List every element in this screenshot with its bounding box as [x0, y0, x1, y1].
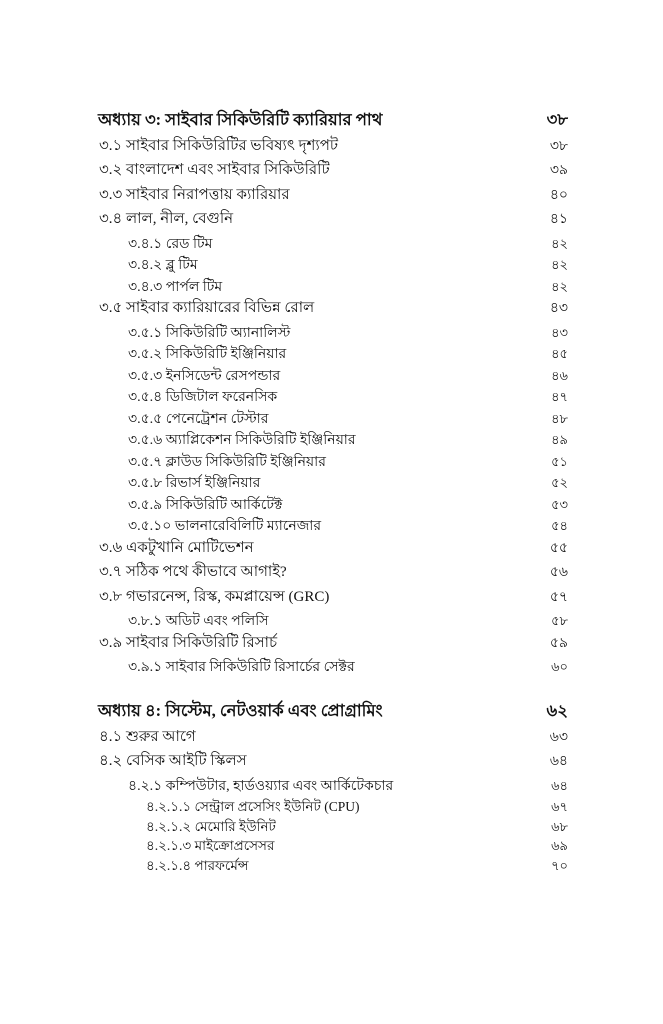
toc-entry-title: ৩.৫.৫ পেনেট্রেশন টেস্টার: [128, 411, 269, 427]
toc-page-number: ৫৯: [549, 635, 568, 651]
toc-page-number: ৪৭: [551, 389, 568, 404]
toc-entry-row[interactable]: [98, 433, 568, 448]
toc-entry-title: ৩.১ সাইবার সিকিউরিটির ভবিষ্যৎ দৃশ্যপট: [99, 137, 339, 154]
toc-page-number: ৫১: [551, 453, 568, 469]
toc-entry-title: ৩.৪.১ রেড টিম: [128, 236, 213, 252]
toc-entry-row[interactable]: [98, 390, 568, 405]
toc-page-number: ৬৭: [551, 799, 568, 814]
toc-page-number: ৩৮: [549, 138, 568, 154]
toc-page-number: ৬৪: [549, 754, 568, 769]
toc-page-number: ৬৮: [551, 818, 568, 834]
toc-entry-row[interactable]: [98, 541, 568, 556]
toc-entry-row[interactable]: [98, 412, 568, 427]
toc-entry-title: ৩.৫.৬ অ্যাপ্লিকেশন সিকিউরিটি ইঞ্জিনিয়ার: [128, 433, 356, 448]
toc-entry-row[interactable]: [98, 590, 568, 605]
toc-page-number: ৪৩: [551, 324, 568, 340]
toc-entry-row[interactable]: [98, 498, 568, 513]
toc-entry-title: ৩.৫.১০ ভালনারেবিলিটি ম্যানেজার: [128, 519, 322, 534]
toc-page-number: ৩৮: [546, 110, 568, 129]
toc-entry-title: অধ্যায় ৩: সাইবার সিকিউরিটি ক্যারিয়ার পাথ: [98, 110, 383, 129]
toc-entry-title: ৩.৬ একটুখানি মোটিভেশন: [99, 539, 254, 556]
toc-entry-row[interactable]: [98, 326, 568, 341]
toc-entry-row[interactable]: [98, 280, 568, 295]
toc-page-number: ৭০: [551, 857, 568, 873]
toc-entry-row[interactable]: [98, 369, 568, 384]
toc-entry-row[interactable]: [98, 519, 568, 534]
toc-entry-row[interactable]: [98, 163, 568, 178]
toc-chapter-row[interactable]: [98, 112, 568, 129]
toc-entry-row[interactable]: [98, 636, 568, 651]
toc-entry-title: ৩.৮.১ অডিট এবং পলিসি: [128, 614, 269, 629]
toc-entry-row[interactable]: [98, 301, 568, 316]
toc-page-number: ৬৯: [551, 838, 568, 853]
toc-entry-row[interactable]: [98, 139, 568, 154]
toc-entry-row[interactable]: [98, 730, 568, 745]
toc-page-number: ৫৫: [549, 540, 568, 556]
toc-page-number: ৬২: [546, 701, 568, 720]
toc-page-number: ৬৩: [549, 729, 568, 745]
toc-entry-row[interactable]: [98, 754, 568, 769]
toc-entry-title: ৩.৮ গভারনেন্স, রিস্ক, কমপ্লায়েন্স (GRC): [99, 588, 330, 605]
toc-entry-row[interactable]: [98, 476, 568, 491]
toc-entry-title: ৩.৫.৯ সিকিউরিটি আর্কিটেক্ট: [128, 497, 283, 513]
toc-entry-row[interactable]: [98, 188, 568, 203]
toc-page-number: ৪২: [551, 235, 568, 251]
toc-entry-row[interactable]: [98, 258, 568, 273]
toc-entry-row[interactable]: [98, 614, 568, 629]
toc-entry-title: ৪.২.১ কম্পিউটার, হার্ডওয়্যার এবং আর্কিটেকচার: [128, 778, 394, 794]
toc-entry-row[interactable]: [98, 660, 568, 675]
toc-page-number: ৪১: [549, 212, 568, 227]
toc-entry-title: অধ্যায় ৪: সিস্টেম, নেটওয়ার্ক এবং প্রোগ্রামিং: [98, 701, 383, 720]
toc-page-number: ৬০: [551, 659, 568, 674]
toc-entry-title: ৩.৫.৮ রিভার্স ইঞ্জিনিয়ার: [128, 476, 261, 491]
toc-entry-title: ৩.২ বাংলাদেশ এবং সাইবার সিকিউরিটি: [99, 162, 330, 178]
toc-entry-row[interactable]: [98, 212, 568, 227]
toc-entry-title: ৪.২.১.৩ মাইক্রোপ্রসেসর: [146, 838, 275, 853]
toc-entry-title: ৩.৫.১ সিকিউরিটি অ্যানালিস্ট: [128, 325, 291, 341]
toc-entry-row[interactable]: [98, 839, 568, 853]
toc-page-number: ৪২: [551, 278, 568, 294]
toc-page-number: ৪০: [549, 187, 568, 203]
toc-page-number: ৫৬: [549, 565, 568, 580]
toc-entry-title: ৩.৫.২ সিকিউরিটি ইঞ্জিনিয়ার: [128, 347, 287, 362]
toc-entry-title: ৩.৫.৪ ডিজিটাল ফরেনসিক: [128, 390, 278, 405]
toc-page-number: ৬৪: [551, 777, 568, 793]
toc-entry-row[interactable]: [98, 800, 568, 814]
toc-page-number: ৫২: [551, 475, 568, 490]
toc-entry-row[interactable]: [98, 565, 568, 580]
toc-page-number: ৫৩: [551, 496, 568, 512]
toc-entry-row[interactable]: [98, 820, 568, 834]
toc-entry-title: ৩.৪.৩ পার্পল টিম: [128, 279, 223, 295]
toc-page-number: ৫৮: [551, 613, 568, 628]
toc-entry-title: ৪.২.১.৪ পারফর্মেন্স: [146, 857, 249, 873]
toc-entry-title: ৪.২.১.২ মেমোরি ইউনিট: [146, 818, 276, 834]
toc-page-number: ৫৪: [551, 518, 568, 533]
toc-entry-row[interactable]: [98, 779, 568, 794]
toc-entry-list: [98, 112, 568, 872]
toc-entry-title: ৩.৯ সাইবার সিকিউরিটি রিসার্চ: [99, 634, 278, 651]
toc-entry-row[interactable]: [98, 347, 568, 362]
toc-entry-title: ৩.৫ সাইবার ক্যারিয়ারের বিভিন্ন রোল: [99, 300, 315, 316]
toc-page-number: ৫৭: [549, 589, 568, 605]
toc-page-number: ৪২: [551, 257, 568, 272]
toc-entry-title: ৪.২ বেসিক আইটি স্কিলস: [99, 753, 247, 769]
toc-page-number: ৪৩: [549, 301, 568, 316]
toc-page-number: ৪৯: [551, 432, 568, 447]
toc-entry-row[interactable]: [98, 859, 568, 873]
toc-entry-title: ৩.৩ সাইবার নিরাপত্তায় ক্যারিয়ার: [99, 186, 290, 203]
toc-entry-title: ৩.৭ সঠিক পথে কীভাবে আগাই?: [99, 564, 287, 580]
toc-page-number: ৩৯: [549, 163, 568, 178]
toc-entry-title: ৪.২.১.১ সেন্ট্রাল প্রসেসিং ইউনিট (CPU): [146, 799, 360, 814]
toc-entry-title: ৩.৫.৭ ক্লাউড সিকিউরিটি ইঞ্জিনিয়ার: [128, 454, 326, 470]
toc-page-number: ৪৮: [551, 410, 568, 426]
toc-page-number: ৪৬: [551, 367, 568, 383]
toc-entry-title: ৩.৪ লাল, নীল, বেগুনি: [99, 211, 234, 227]
toc-chapter-row[interactable]: [98, 703, 568, 720]
toc-page-number: ৪৫: [551, 346, 568, 361]
toc-entry-title: ৪.১ শুরুর আগে: [99, 728, 196, 745]
toc-entry-title: ৩.৯.১ সাইবার সিকিউরিটি রিসার্চের সেক্টর: [128, 660, 355, 675]
toc-entry-row[interactable]: [98, 455, 568, 470]
toc-entry-title: ৩.৫.৩ ইনসিডেন্ট রেসপন্ডার: [128, 368, 281, 384]
toc-entry-title: ৩.৪.২ ব্লু টিম: [128, 258, 198, 273]
toc-entry-row[interactable]: [98, 237, 568, 252]
